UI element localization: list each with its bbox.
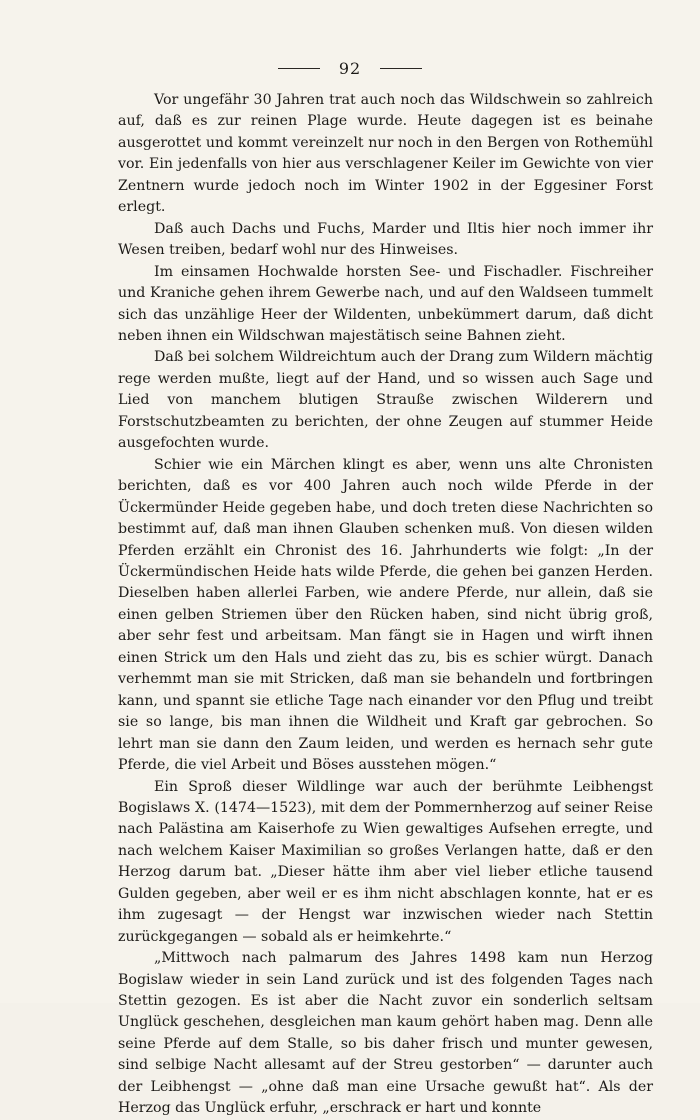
paragraph-wildschwein: Vor ungefähr 30 Jahren trat auch noch das Wildschwein so zahlreich auf, daß es zur reinen Plage wurde. Heute dagegen ist es beinahe ausgerottet und kommt vereinzelt nur noch in den Bergen von Rothemühl vor. Ein jedenfalls von hier aus verschlagener Keiler im Gewichte von vier Zentnern wurde jedoch noch im Winter 1902 in der Eggesiner Forst erlegt. — [118, 92, 653, 216]
paragraph-wilde-pferde: Schier wie ein Märchen klingt es aber, wenn uns alte Chronisten berichten, daß es vor 400 Jahren auch noch wilde Pferde in der Ückermünder Heide gegeben habe, und doch treten diese Nachrichten so bestimmt auf, daß man ihnen Glauben schenken muß. Von diesen wilden Pferden erzählt ein Chronist des 16. Jahrhunderts wie folgt: „In der Ückermündischen Heide hats wilde Pferde, die gehen bei ganzen Herden. Dieselben haben allerlei Farben, wie andere Pferde, nur allein, daß sie einen gelben Striemen über den Rücken haben, sind nicht übrig groß, aber sehr fest und arbeitsam. Man fängt sie in Hagen und wirft ihnen einen Strick um den Hals und zieht das zu, bis es schier würgt. Danach verhemmt man sie mit Stricken, daß man sie behandeln und fortbringen kann, und spannt sie etliche Tage nach einander vor den Pflug und treibt sie so lange, bis man ihnen die Wildheit und Kraft gar gebrochen. So lehrt man sie dann den Zaum leiden, und werden es hernach sehr gute Pferde, die viel Arbeit und Böses ausstehen mögen.“ — [118, 456, 653, 774]
paragraph-leibhengst: Ein Sproß dieser Wildlinge war auch der berühmte Leibhengst Bogislaws X. (1474—1523), mit dem der Pommernherzog auf seiner Reise nach Palästina am Kaiserhofe zu Wien gewaltiges Aufsehen erregte, und nach welchem Kaiser Maximilian so großes Verlangen hatte, daß er den Herzog darum bat. „Dieser hätte ihm aber viel lieber etliche tausend Gulden gegeben, aber weil er es ihm nicht abschlagen konnte, hat er es ihm zugesagt — der Hengst war inzwischen wieder nach Stettin zurückgegangen — sobald als er heimkehrte.“ — [118, 778, 653, 945]
paragraph-wildern: Daß bei solchem Wildreichtum auch der Drang zum Wildern mächtig rege werden mußte, liegt auf der Hand, und so wissen auch Sage und Lied von manchem blutigen Strauße zwischen Wilderern und Forstschutzbeamten zu berichten, der ohne Zeugen auf stummer Heide ausgefochten wurde. — [118, 349, 653, 452]
paragraph-mittwoch: „Mittwoch nach palmarum des Jahres 1498 kam nun Herzog Bogislaw wieder in sein Land zurück und ist des folgenden Tages nach Stettin gezogen. Es ist aber die Nacht zuvor ein sonderlich seltsam Unglück geschehen, desgleichen man kaum gehört haben mag. Denn alle seine Pferde auf dem Stalle, so bis daher frisch und munter gewesen, sind selbige Nacht allesamt auf der Streu gestorben“ — darunter auch der Leibhengst — „ohne daß man eine Ursache gewußt hat“. Als der Herzog das Unglück erfuhr, „erschrack er hart und konnte — [118, 950, 653, 1117]
page-number: 92 — [338, 59, 362, 78]
body-text — [118, 90, 653, 1120]
header-rule-left — [278, 68, 320, 69]
paragraph-adler: Im einsamen Hochwalde horsten See- und Fischadler. Fischreiher und Kraniche gehen ihrem Gewerbe nach, und auf den Waldseen tummelt sich das unzählige Heer der Wildenten, unbekümmert darum, daß dicht neben ihnen ein Wildschwan majestätisch seine Bahnen zieht. — [118, 263, 653, 344]
page-header — [0, 58, 700, 78]
header-rule-right — [380, 68, 422, 69]
paragraph-dachs-fuchs: Daß auch Dachs und Fuchs, Marder und Iltis hier noch immer ihr Wesen treiben, bedarf wohl nur des Hinweises. — [118, 220, 653, 259]
